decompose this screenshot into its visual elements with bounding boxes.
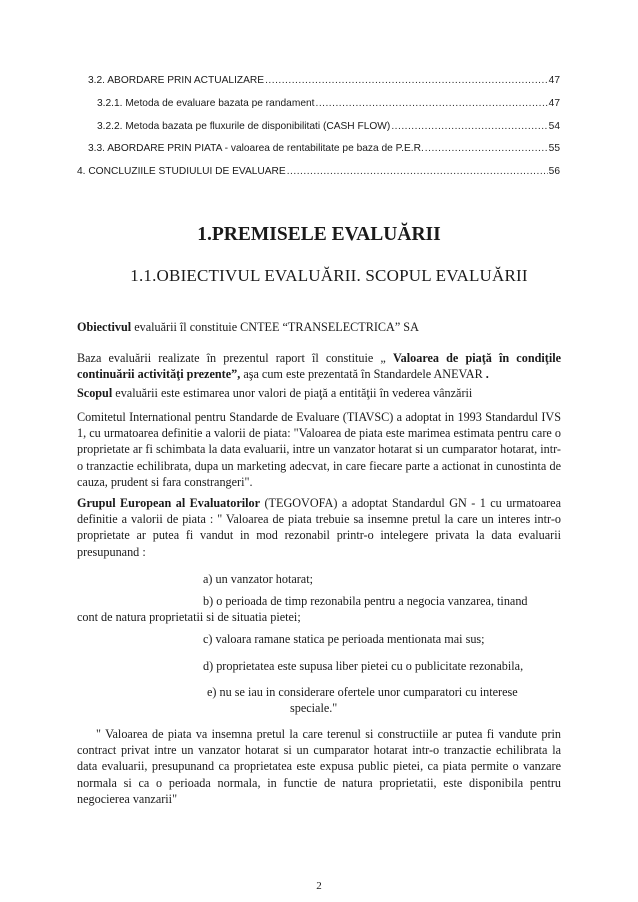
bold-term: Valoarea de piaţă în condiţile continuării activităţi prezente”, <box>77 351 561 382</box>
toc-entry[interactable] <box>97 98 560 109</box>
toc-entry[interactable] <box>97 121 560 132</box>
toc-entry-label: 4. CONCLUZIILE STUDIULUI DE EVALUARE <box>77 166 286 177</box>
toc-entry-page: 54 <box>548 121 560 132</box>
list-item: b) o perioada de timp rezonabila pentru a negocia vanzarea, tinand <box>203 594 528 608</box>
bold-term: Grupul European al Evaluatorilor <box>77 496 261 510</box>
toc-entry-page: 55 <box>548 143 560 154</box>
toc-entry-page: 47 <box>548 75 560 86</box>
paragraph-text: (TEGOVOFA) a adoptat Standardul GN - 1 cu urmatoarea definitie a valorii de piata : " Valoarea de piata trebuie sa insemne pretul la care un interes intr-o proprietate ar putea fi vandut in mod rezonabil printr-o intelegere privata la data evaluarii presupunand : <box>77 496 562 559</box>
toc-entry[interactable] <box>88 143 560 154</box>
toc-entry[interactable] <box>88 75 560 86</box>
subsection-heading: 1.1.OBIECTIVUL EVALUĂRII. SCOPUL EVALUĂRII <box>130 266 528 285</box>
toc-entry-label: 3.2.2. Metoda bazata pe fluxurile de disponibilitati (CASH FLOW) <box>97 121 391 132</box>
paragraph-ivs: Comitetul International pentru Standarde de Evaluare (TIAVSC) a adoptat in 1993 Standardul IVS 1, cu urmatoarea definitie a valorii de piata: "Valoarea de piata este marimea estimata pentru care o proprietate ar fi schimbata la data evaluarii, intre un vanzator hotarat si un cumparator hotarat, intr-o tranzactie echilibrata, dupa un marketing adecvat, in care fiecare parte a actionat in cunostinta de cauza, prudent si fara constrangeri". <box>77 410 561 489</box>
toc-leader-dots <box>287 166 548 177</box>
paragraph-text: evaluării îl constituie CNTEE “TRANSELECTRICA” SA <box>131 320 419 334</box>
list-item: c) valoara ramane statica pe perioada mentionata mai sus; <box>203 632 485 646</box>
paragraph-objective <box>77 319 561 335</box>
paragraph-text: Baza evaluării realizate în prezentul raport îl constituie „ <box>77 351 393 365</box>
toc-entry-label: 3.3. ABORDARE PRIN PIATA - valoarea de rentabilitate pe baza de P.E.R. <box>88 143 424 154</box>
paragraph-tegovofa <box>77 495 561 560</box>
list-item: d) proprietatea este supusa liber pietei cu o publicitate rezonabila, <box>203 659 524 673</box>
toc-entry-page: 56 <box>548 166 560 177</box>
bold-term: . <box>485 367 489 382</box>
toc-entry-label: 3.2.1. Metoda de evaluare bazata pe randament <box>97 98 315 109</box>
paragraph-text: evaluării este estimarea unor valori de piaţă a entităţii în vederea vânzării <box>112 386 473 400</box>
paragraph-basis <box>77 350 561 382</box>
paragraph-market-value: " Valoarea de piata va insemna pretul la care terenul si constructiile ar putea fi vandute prin contract privat intre un vanzator hotarat si un cumparator hotarat intr-o tranzactie echilibrata la data evaluarii, presupunand ca proprietatea este expusa public pietei, ca piata permite o vanzare normala si ca o perioada normala, in functie de natura proprietatii, este disponibila pentru negocierea vanzarii" <box>77 727 561 806</box>
list-item-continuation: cont de natura proprietatii si de situatia pietei; <box>77 610 301 624</box>
toc-entry-page: 47 <box>548 98 560 109</box>
toc-leader-dots <box>425 143 548 154</box>
bold-term: Obiectivul <box>77 320 132 334</box>
toc-entry-label: 3.2. ABORDARE PRIN ACTUALIZARE <box>88 75 265 86</box>
toc-leader-dots <box>315 98 547 109</box>
toc-entry[interactable] <box>77 166 560 177</box>
list-item-continuation: speciale." <box>290 701 338 715</box>
toc-leader-dots <box>391 121 547 132</box>
toc-leader-dots <box>265 75 548 86</box>
list-item: e) nu se iau in considerare ofertele unor cumparatori cu interese <box>207 685 518 699</box>
bold-term: Scopul <box>77 386 113 400</box>
paragraph-scope <box>77 385 561 401</box>
page-number: 2 <box>316 880 322 892</box>
paragraph-text: aşa cum este prezentată în Standardele ANEVAR <box>240 367 486 382</box>
section-heading: 1.PREMISELE EVALUĂRII <box>197 224 441 245</box>
list-item: a) un vanzator hotarat; <box>203 572 313 586</box>
